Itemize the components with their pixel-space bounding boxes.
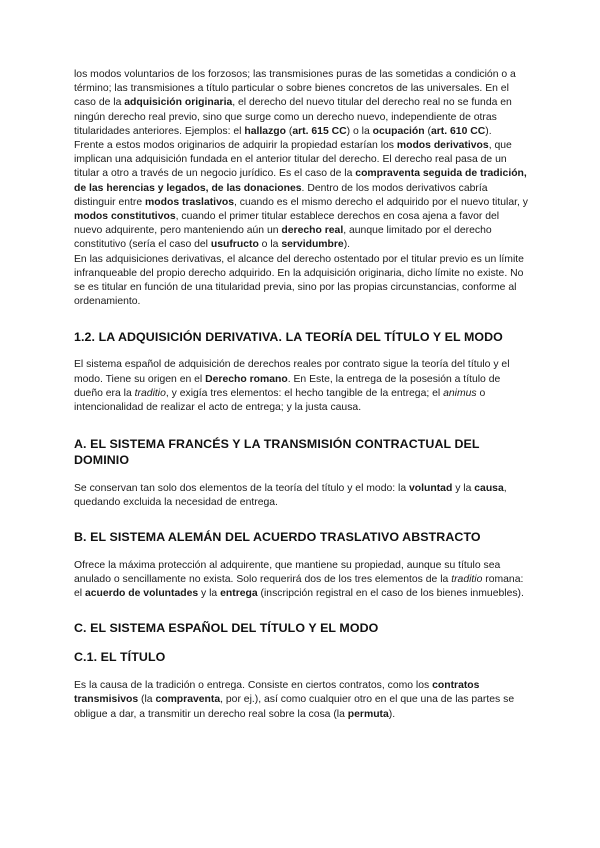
bold-text-run: compraventa seguida de tradición, de las herencias y legados, de las donaciones bbox=[74, 168, 527, 194]
text-run: romana: el bbox=[74, 573, 524, 600]
paragraph-el-titulo bbox=[74, 679, 530, 722]
text-run: , cuando es el mismo derecho el adquirido por el nuevo titular, y bbox=[233, 196, 528, 208]
bold-text-run: compraventa bbox=[155, 694, 221, 706]
bold-text-run: art. 610 CC bbox=[430, 125, 486, 137]
text-run: (la bbox=[138, 694, 156, 706]
bold-text-run: modos derivativos bbox=[396, 140, 489, 152]
paragraph-adquisiciones-derivativas bbox=[74, 253, 530, 310]
bold-text-run: adquisición originaria bbox=[124, 97, 233, 109]
bold-text-run: permuta bbox=[347, 708, 389, 720]
text-run: ( bbox=[285, 125, 293, 137]
bold-text-run: ocupación bbox=[372, 125, 425, 137]
bold-text-run: usufructo bbox=[210, 239, 259, 251]
text-run: , por ej.), así como cualquier otro en el que una de las partes se obligue a dar, a transmitir un derecho real sobre la cosa (la bbox=[74, 694, 515, 720]
bold-text-run: causa bbox=[474, 483, 504, 495]
bold-text-run: derecho real bbox=[281, 225, 344, 237]
italic-text-run: traditio bbox=[134, 387, 166, 399]
text-run: y la bbox=[452, 483, 475, 495]
text-run: . En Este, la entrega de la posesión a título de dueño era la bbox=[74, 373, 501, 399]
paragraph-sistema-aleman bbox=[74, 559, 530, 602]
bold-text-run: entrega bbox=[220, 588, 258, 600]
text-run: y la bbox=[198, 588, 221, 600]
text-run: Se conservan tan solo dos elementos de la teoría del título y el modo: la bbox=[74, 483, 410, 495]
italic-text-run: traditio bbox=[451, 573, 483, 585]
bold-text-run: acuerdo de voluntades bbox=[84, 588, 199, 600]
document-page bbox=[74, 68, 530, 722]
bold-text-run: voluntad bbox=[409, 483, 453, 495]
bold-text-run: hallazgo bbox=[244, 125, 286, 137]
text-run: o la bbox=[258, 239, 282, 251]
text-run: , que implican una adquisición fundada en el anterior titular del derecho. El derecho real pasa de un titular a otro a través de un negocio jurídico. Es el caso de la bbox=[74, 140, 512, 180]
heading-sistema-frances: A. EL SISTEMA FRANCÉS Y LA TRANSMISIÓN CONTRACTUAL DEL DOMINIO bbox=[74, 437, 480, 468]
italic-text-run: animus bbox=[443, 387, 477, 399]
heading-sistema-espanol: C. EL SISTEMA ESPAÑOL DEL TÍTULO Y EL MODO bbox=[74, 621, 379, 636]
text-run: , quedando excluida la necesidad de entrega. bbox=[74, 483, 507, 509]
text-run: Es la causa de la tradición o entrega. Consiste en ciertos contratos, como los bbox=[74, 680, 433, 692]
text-run: Ofrece la máxima protección al adquirente, que mantiene su propiedad, aunque su título sea anulado o sencillamente no exista. Solo requerirá dos de los tres elementos de la bbox=[74, 559, 501, 585]
text-run: , cuando el primer titular establece derechos en cosa ajena a favor del nuevo adquirente, pero manteniendo aún un bbox=[74, 211, 500, 237]
text-run: El sistema español de adquisición de derechos reales por contrato sigue la teoría del título y el modo. Tiene su origen en el bbox=[74, 359, 510, 385]
text-run: (inscripción registral en el caso de los bienes inmuebles). bbox=[257, 588, 524, 600]
text-run: ) o la bbox=[346, 125, 373, 137]
bold-text-run: modos constitutivos bbox=[74, 211, 176, 223]
text-run: , y exigía tres elementos: el hecho tangible de la entrega; el bbox=[165, 387, 444, 399]
bold-text-run: Derecho romano bbox=[205, 373, 288, 385]
bold-text-run: servidumbre bbox=[281, 239, 344, 251]
text-run: . Dentro de los modos derivativos cabría distinguir entre bbox=[74, 182, 488, 208]
text-run: ). bbox=[388, 708, 396, 720]
text-run: ). bbox=[485, 125, 492, 137]
text-run: En las adquisiciones derivativas, el alcance del derecho ostentado por el titular previo es un límite infranqueable del propio derecho adquirido. En la adquisición originaria, dicho límite no existe. No se es titular en función de una titularidad previa, sino por las propias circunstancias, conforme al ordenamiento. bbox=[74, 253, 524, 308]
text-run: o intencionalidad de realizar el acto de entrega; y la justa causa. bbox=[74, 387, 486, 414]
bold-text-run: contratos transmisivos bbox=[74, 680, 480, 706]
text-run: , el derecho del nuevo titular del derecho real no se funda en ningún derecho real previo, sino que surge como un derecho nuevo, independiente de otras titularidades anteriores. Ejemplos: el bbox=[74, 97, 512, 137]
text-run: Frente a estos modos originarios de adquirir la propiedad estarían los bbox=[74, 140, 397, 152]
text-run: ). bbox=[343, 239, 351, 251]
paragraph-modos-derivativos bbox=[74, 139, 530, 253]
text-run: ( bbox=[424, 125, 431, 137]
text-run: , aunque limitado por el derecho constitutivo (sería el caso del bbox=[74, 225, 492, 251]
paragraph-modos-originarios bbox=[74, 68, 530, 139]
heading-sistema-aleman: B. EL SISTEMA ALEMÁN DEL ACUERDO TRASLATIVO ABSTRACTO bbox=[74, 529, 481, 544]
bold-text-run: art. 615 CC bbox=[292, 125, 347, 137]
text-run: los modos voluntarios de los forzosos; las transmisiones puras de las sometidas a condición o a término; las transmisiones a título particular o sobre bienes concretos de las universales. En el caso de la bbox=[74, 69, 516, 109]
bold-text-run: modos traslativos bbox=[145, 196, 234, 208]
heading-adquisicion-derivativa: 1.2. LA ADQUISICIÓN DERIVATIVA. LA TEORÍA DEL TÍTULO Y EL MODO bbox=[74, 330, 503, 345]
heading-el-titulo: C.1. EL TÍTULO bbox=[74, 650, 166, 665]
paragraph-sistema-espanol-intro bbox=[74, 358, 530, 415]
paragraph-sistema-frances bbox=[74, 482, 530, 510]
